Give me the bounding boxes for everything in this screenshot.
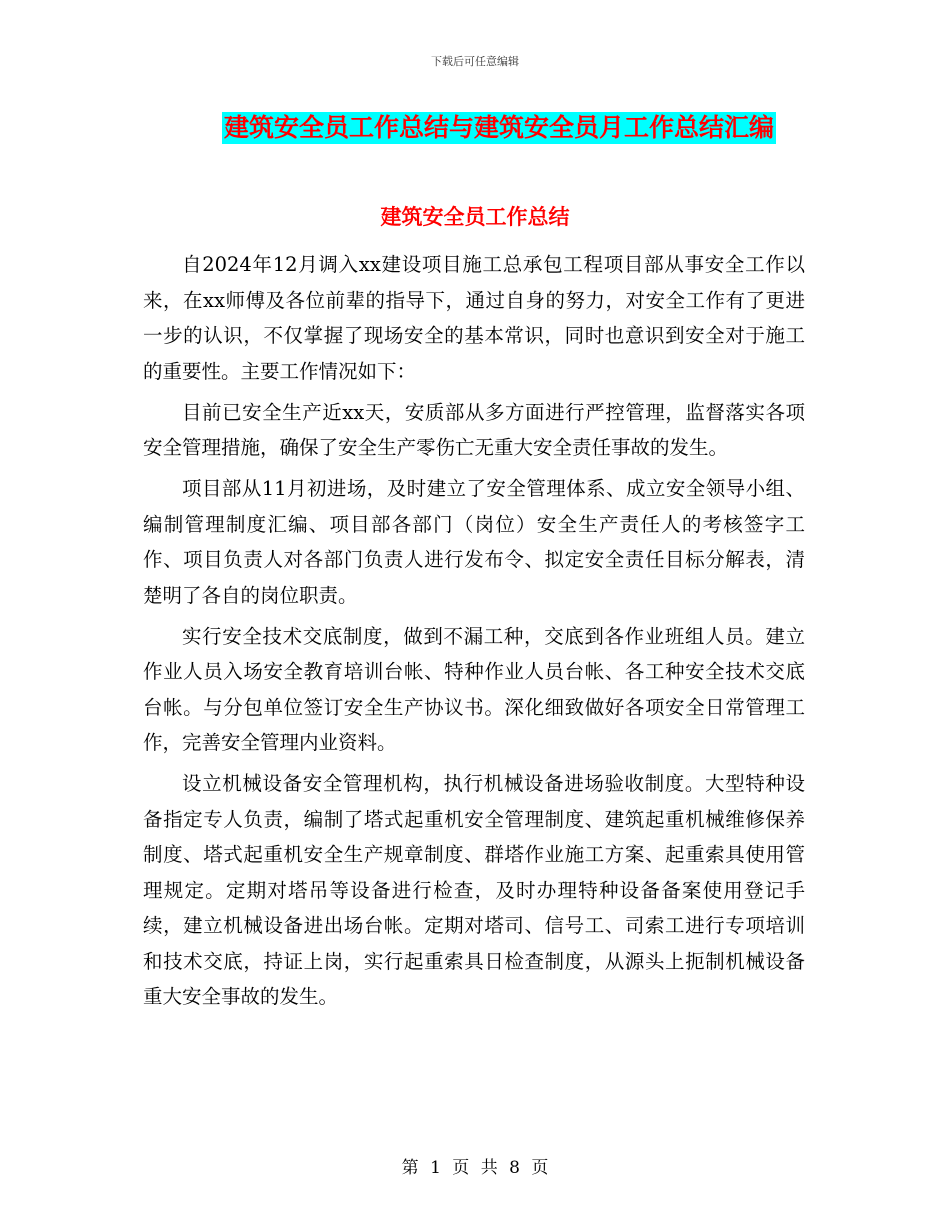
paragraph: 目前已安全生产近xx天，安质部从多方面进行严控管理，监督落实各项安全管理措施，确保了安全生产零伤亡无重大安全责任事故的发生。 [143,400,805,459]
document-title-container [0,112,950,144]
paragraph: 设立机械设备安全管理机构，执行机械设备进场验收制度。大型特种设备指定专人负责，编制了塔式起重机安全管理制度、建筑起重机械维修保养制度、塔式起重机安全生产规章制度、群塔作业施工方案、起重索具使用管理规定。定期对塔吊等设备进行检查，及时办理特种设备备案使用登记手续，建立机械设备进出场台帐。定期对塔司、信号工、司索工进行专项培训和技术交底，持证上岗，实行起重索具日检查制度，从源头上扼制机械设备重大安全事故的发生。 [143,772,805,1008]
paragraph: 实行安全技术交底制度，做到不漏工种，交底到各作业班组人员。建立作业人员入场安全教育培训台帐、特种作业人员台帐、各工种安全技术交底台帐。与分包单位签订安全生产协议书。深化细致做好各项安全日常管理工作，完善安全管理内业资料。 [143,624,805,754]
paragraph: 项目部从11月初进场，及时建立了安全管理体系、成立安全领导小组、编制管理制度汇编、项目部各部门（岗位）安全生产责任人的考核签字工作、项目负责人对各部门负责人进行发布令、拟定安全责任目标分解表，清楚明了各自的岗位职责。 [143,477,805,607]
section-title: 建筑安全员工作总结 [380,204,570,229]
document-body [143,247,805,1020]
document-title: 建筑安全员工作总结与建筑安全员月工作总结汇编 [223,113,774,142]
page-number-footer: 第 1 页 共 8 页 [401,1158,549,1178]
header-note: 下载后可任意编辑 [431,55,519,68]
paragraph: 自2024年12月调入xx建设项目施工总承包工程项目部从事安全工作以来，在xx师傅及各位前辈的指导下，通过自身的努力，对安全工作有了更进一步的认识，不仅掌握了现场安全的基本常识，同时也意识到安全对于施工的重要性。主要工作情况如下： [143,253,805,383]
